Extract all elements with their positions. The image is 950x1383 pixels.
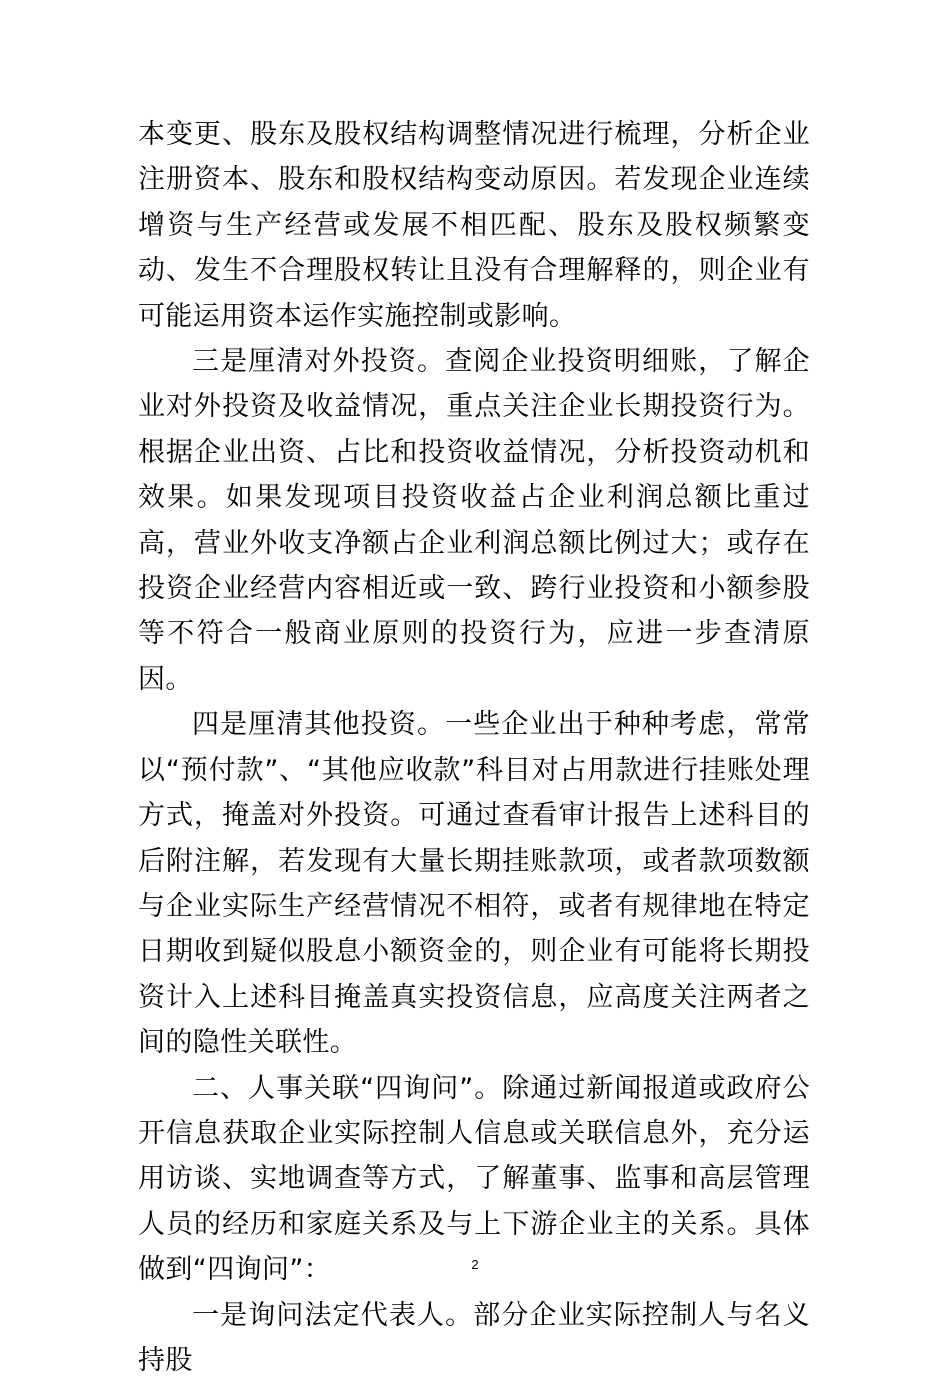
paragraph-personnel-relations: 二、人事关联“四询问”。除通过新闻报道或政府公开信息获取企业实际控制人信息或关联信息外，充分运用访谈、实地调查等方式，了解董事、监事和高层管理人员的经历和家庭关系及与上下游企业主的关系。具体做到“四询问”： <box>138 1072 810 1286</box>
page-number: 2 <box>471 1257 479 1272</box>
paragraph-other-investment: 四是厘清其他投资。一些企业出于种种考虑，常常以“预付款”、“其他应收款”科目对占用款进行挂账处理方式，掩盖对外投资。可通过查看审计报告上述科目的后附注解，若发现有大量长期挂账款项，或者款项数额与企业实际生产经营情况不相符，或者有规律地在特定日期收到疑似股息小额资金的，则企业有可能将长期投资计入上述科目掩盖真实投资信息，应高度关注两者之间的隐性关联性。 <box>138 709 810 1059</box>
paragraph-legal-representative: 一是询问法定代表人。部分企业实际控制人与名义持股 <box>138 1299 810 1376</box>
paragraph-continuation: 本变更、股东及股权结构调整情况进行梳理，分析企业注册资本、股东和股权结构变动原因。若发现企业连续增资与生产经营或发展不相匹配、股东及股权频繁变动、发生不合理股权转让且没有合理解释的，则企业有可能运用资本运作实施控制或影响。 <box>138 119 810 332</box>
document-body <box>138 112 810 1383</box>
paragraph-external-investment: 三是厘清对外投资。查阅企业投资明细账，了解企业对外投资及收益情况，重点关注企业长期投资行为。根据企业出资、占比和投资收益情况，分析投资动机和效果。如果发现项目投资收益占企业利润总额比重过高，营业外收支净额占企业利润总额比例过大；或存在投资企业经营内容相近或一致、跨行业投资和小额参股等不符合一般商业原则的投资行为，应进一步查清原因。 <box>138 346 810 695</box>
